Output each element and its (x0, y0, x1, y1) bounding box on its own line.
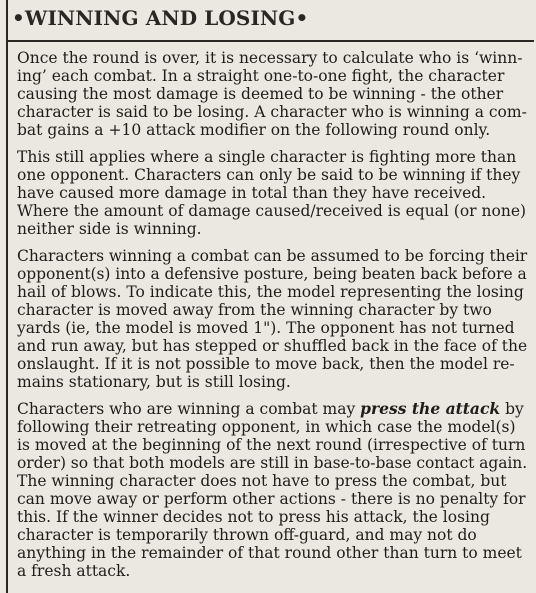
text-line: is moved at the beginning of the next round (irrespective of turn (17, 436, 526, 454)
text-run: by (500, 400, 524, 418)
text-line: one opponent. Characters can only be said to be winning if they (17, 166, 521, 184)
text-line: onslaught. If it is not possible to move back, then the model re- (17, 355, 515, 373)
text-line: and run away, but has stepped or shuffled back in the face of the (17, 337, 528, 355)
text-line: opponent(s) into a defensive posture, being beaten back before a (17, 265, 527, 283)
text-line: anything in the remainder of that round other than turn to meet (17, 544, 522, 562)
text-line: character is moved away from the winning character by two (17, 301, 492, 319)
text-run: Characters who are winning a combat may (17, 400, 361, 418)
text-line: ing’ each combat. In a straight one-to-one fight, the character (17, 67, 505, 85)
text-line: neither side is winning. (17, 220, 202, 238)
text-line: this. If the winner decides not to press his attack, the losing (17, 508, 490, 526)
emphasis-press-the-attack: press the attack (360, 399, 501, 418)
text-line: The winning character does not have to press the combat, but (17, 472, 507, 490)
paragraph-defensive-posture (17, 247, 527, 391)
text-line: order) so that both models are still in base-to-base contact again. (17, 454, 528, 472)
title-divider (6, 40, 534, 42)
text-line: yards (ie, the model is moved 1"). The opponent has not turned (17, 319, 515, 337)
text-line: character is said to be losing. A character who is winning a com- (17, 103, 527, 121)
text-line: have caused more damage in total than they have received. (17, 184, 487, 202)
text-line: bat gains a +10 attack modifier on the following round only. (17, 121, 491, 139)
paragraph-press-the-attack (17, 400, 527, 580)
text-line: hail of blows. To indicate this, the model representing the losing (17, 283, 524, 301)
text-line: Where the amount of damage caused/received is equal (or none) (17, 202, 527, 220)
text-line: mains stationary, but is still losing. (17, 373, 291, 391)
left-border-rule (6, 0, 8, 593)
text-line: can move away or perform other actions - there is no penalty for (17, 490, 526, 508)
text-line (17, 400, 527, 418)
text-line: a fresh attack. (17, 562, 131, 580)
text-line: Characters winning a combat can be assumed to be forcing their (17, 247, 528, 265)
text-line: Once the round is over, it is necessary to calculate who is ‘winn- (17, 49, 523, 67)
text-line: character is temporarily thrown off-guard, and may not do (17, 526, 477, 544)
paragraph-winning-definition (17, 49, 527, 139)
section-title: •WINNING AND LOSING• (12, 6, 309, 30)
text-line: following their retreating opponent, in which case the model(s) (17, 418, 516, 436)
body-text (17, 49, 527, 589)
text-line: This still applies where a single character is fighting more than (17, 148, 517, 166)
paragraph-multiple-opponents (17, 148, 527, 238)
text-line: causing the most damage is deemed to be winning - the other (17, 85, 504, 103)
